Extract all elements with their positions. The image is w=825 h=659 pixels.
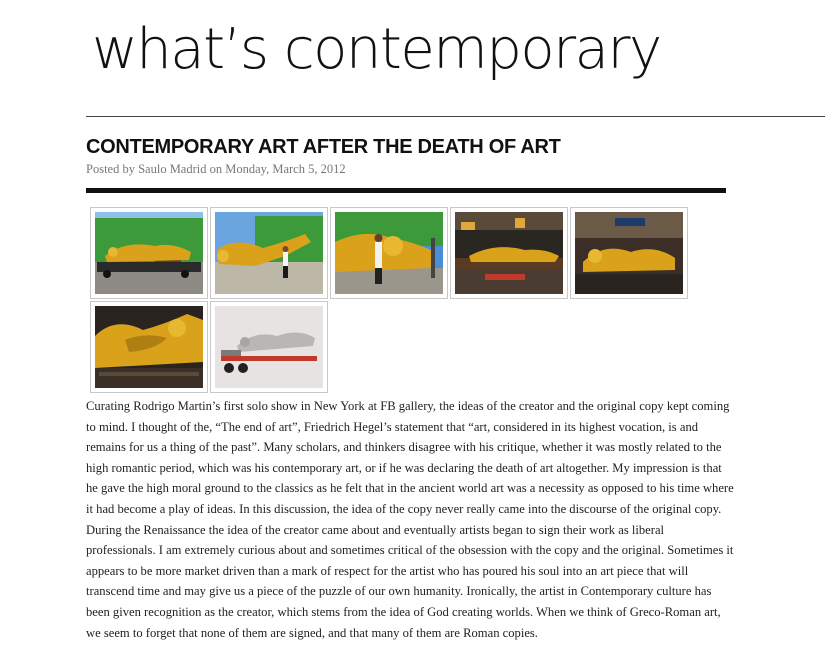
gallery-thumbnail-2[interactable] — [210, 207, 328, 299]
gallery-thumbnail-1[interactable] — [90, 207, 208, 299]
gallery-thumbnail-3[interactable] — [330, 207, 448, 299]
gallery-thumbnail-7[interactable] — [210, 301, 328, 393]
header-divider — [86, 116, 825, 117]
photo-gold-statue-in-crate — [455, 212, 563, 294]
byline-on: on — [209, 162, 223, 176]
photo-silver-statue-model — [215, 306, 323, 388]
post-byline — [86, 162, 346, 177]
photo-gallery — [90, 207, 690, 357]
photo-man-with-gold-statue — [335, 212, 443, 294]
byline-prefix: Posted by — [86, 162, 135, 176]
photo-gold-statue-man-walking — [215, 212, 323, 294]
post-title-divider — [86, 188, 726, 193]
byline-date-link[interactable]: Monday, March 5, 2012 — [225, 162, 346, 176]
post-body: Curating Rodrigo Martin’s first solo show in New York at FB gallery, the ideas of the creator and the original copy kept coming to mind. I thought of the, “The end of art”, Friedrich Hegel’s statement that “art, considered in its highest vocation, is and remains for us a thing of the past”. Many scholars, and thinkers disagree with his critique, whether it was mostly related to the high romantic period, which was his contemporary art, or if he was declaring the death of art altogether. My impression is that he gave the high moral ground to the classics as he felt that in the ancient world art was a necessity as opposed to his time where it had become a play of ideas. In this discussion, the idea of the copy never really came into the discourse of the original copy. During the Renaissance the idea of the creator came about and eventually artists began to sign their work as liberal professionals. I am extremely curious about and sometimes critical of the obsession with the copy and the original. Sometimes it appears to be more market driven than a mark of respect for the artist who has poured his soul into an art piece that will transcend time and may give us a piece of the puzzle of our own humanity. Ironically, the artist in Contemporary culture has been given recognition as the creator, which stems from the idea of God creating worlds. When we think of Greco-Roman art, we seem to forget that none of them are signed, and that many of them are Roman copies. — [86, 399, 734, 640]
gallery-thumbnail-4[interactable] — [450, 207, 568, 299]
photo-gold-statue-on-truck — [95, 212, 203, 294]
gallery-thumbnail-6[interactable] — [90, 301, 208, 393]
photo-gold-statue-container — [575, 212, 683, 294]
site-title[interactable]: what’s contemporary — [92, 17, 661, 82]
byline-author-link[interactable]: Saulo Madrid — [138, 162, 207, 176]
gallery-thumbnail-5[interactable] — [570, 207, 688, 299]
post-title[interactable]: CONTEMPORARY ART AFTER THE DEATH OF ART — [86, 136, 561, 158]
photo-gold-statue-closeup — [95, 306, 203, 388]
